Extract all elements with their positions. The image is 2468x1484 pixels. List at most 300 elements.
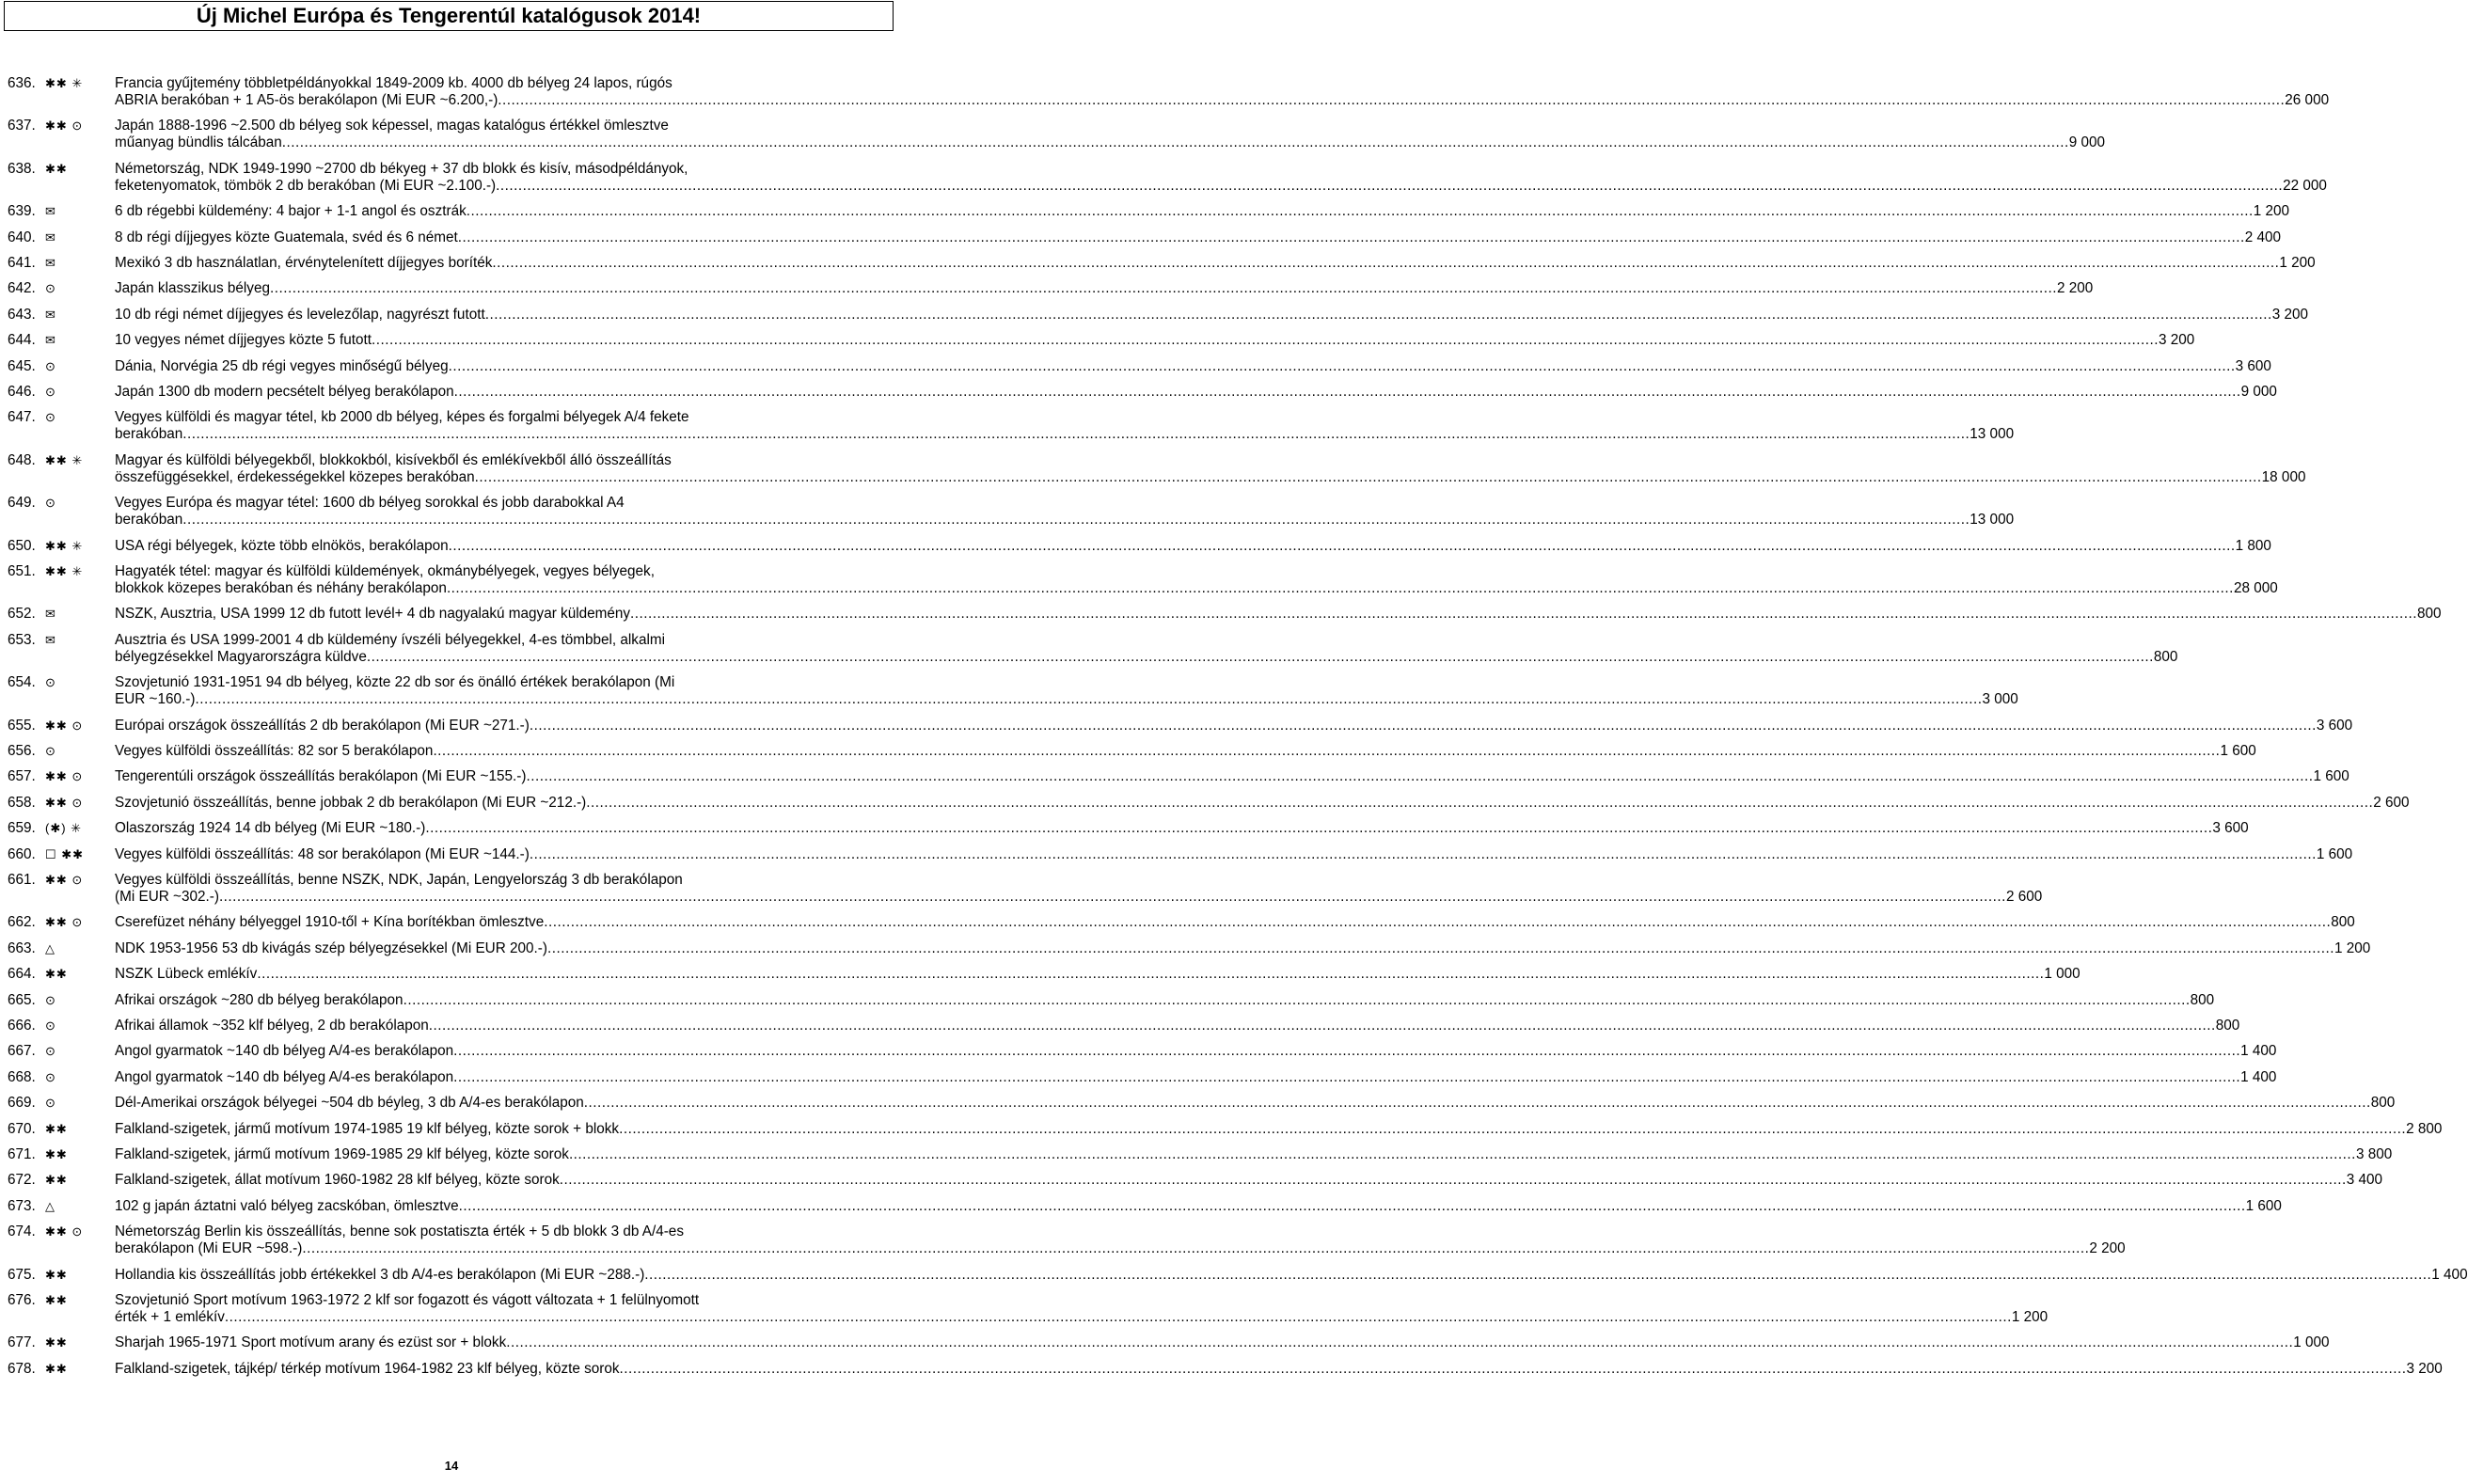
description-line — [115, 426, 2015, 443]
dot-leader: ................................................................................................................................................................................................................................................................................................................................................................................................................ — [529, 845, 2317, 862]
description-text: 10 db régi német díjjegyes és levelezőlap, nagyrészt futott — [115, 306, 485, 323]
description-line — [115, 255, 2316, 272]
entry-description — [115, 845, 2353, 863]
entry-price: 1 400 — [2240, 1068, 2277, 1085]
entry-price: 3 200 — [2271, 306, 2308, 323]
condition-symbols-icon: ✉ — [45, 607, 56, 622]
condition-symbols-icon: ⊙ — [45, 496, 56, 511]
description-text: NSZK Lübeck emlékív — [115, 966, 258, 983]
entry-description — [115, 872, 2043, 906]
description-line — [115, 537, 2271, 555]
condition-symbols-icon: ✉ — [45, 307, 56, 322]
dot-leader: ................................................................................................................................................................................................................................................................................................................................................................................................................ — [526, 768, 2314, 785]
description-text: NSZK, Ausztria, USA 1999 12 db futott levél+ 4 db nagyalakú magyar küldemény — [115, 606, 631, 623]
description-text: 6 db régebbi küldemény: 4 bajor + 1-1 angol és osztrák — [115, 203, 467, 220]
description-line — [115, 889, 2043, 906]
entry-price: 800 — [2417, 606, 2442, 623]
description-text: Vegyes külföldi összeállítás, benne NSZK, NDK, Japán, Lengyelország 3 db berakólapon — [115, 872, 683, 888]
entry-price: 9 000 — [2240, 384, 2277, 400]
description-text: berakóban — [115, 512, 183, 529]
entry-description — [115, 768, 2349, 785]
description-line — [115, 691, 2018, 708]
dot-leader: ................................................................................................................................................................................................................................................................................................................................................................................................................ — [496, 177, 2284, 194]
description-line — [115, 306, 2308, 324]
condition-symbols-icon: ⊙ — [45, 675, 56, 690]
entry-price: 3 600 — [2235, 357, 2271, 374]
entry-description — [115, 495, 2015, 529]
description-text: bélyegzésekkel Magyarországra küldve — [115, 648, 367, 665]
entry-number: 669. — [8, 1095, 36, 1112]
entry-description — [115, 280, 2094, 297]
description-line — [115, 1068, 2277, 1086]
entry-description — [115, 674, 2018, 708]
dot-leader: ................................................................................................................................................................................................................................................................................................................................................................................................................ — [529, 717, 2317, 734]
description-line — [115, 914, 2355, 931]
dot-leader: ................................................................................................................................................................................................................................................................................................................................................................................................................ — [453, 1068, 2241, 1085]
condition-symbols-icon: (✱) ✳ — [45, 821, 83, 836]
description-text: Japán 1888-1996 ~2.500 db bélyeg sok képessel, magas katalógus értékkel ömlesztve — [115, 118, 669, 134]
entry-price: 1 200 — [2279, 255, 2316, 271]
description-line — [115, 495, 845, 512]
description-text: Francia gyűjtemény többletpéldányokkal 1849-2009 kb. 4000 db bélyeg 24 lapos, rúgós — [115, 75, 672, 91]
condition-symbols-icon: ✱✱ — [45, 1267, 68, 1282]
entry-number: 676. — [8, 1292, 36, 1308]
entry-description — [115, 255, 2316, 272]
description-line — [115, 820, 2249, 837]
condition-symbols-icon: ✱✱ — [45, 161, 68, 176]
entry-price: 800 — [2370, 1095, 2396, 1112]
description-line — [115, 512, 2015, 529]
entry-number: 657. — [8, 768, 36, 785]
dot-leader: ................................................................................................................................................................................................................................................................................................................................................................................................................ — [559, 1172, 2347, 1189]
description-line — [115, 1172, 2383, 1189]
description-line — [115, 743, 2256, 760]
description-line — [115, 75, 845, 92]
entry-price: 18 000 — [2261, 468, 2306, 485]
description-text: Ausztria és USA 1999-2001 4 db küldemény ívszéli bélyegekkel, 4-es tömbbel, alkalmi — [115, 631, 665, 648]
entry-description — [115, 939, 2371, 957]
entry-number: 655. — [8, 717, 36, 734]
description-line — [115, 991, 2215, 1009]
description-line — [115, 229, 2282, 246]
entry-description — [115, 1197, 2282, 1215]
entry-number: 650. — [8, 537, 36, 554]
entry-price: 3 600 — [2316, 717, 2353, 734]
description-text: ABRIA berakóban + 1 A5-ös berakólapon (Mi EUR ~6.200,-) — [115, 92, 498, 108]
condition-symbols-icon: ✱✱ ✳ — [45, 564, 84, 578]
entry-description — [115, 563, 2278, 597]
description-line — [115, 1197, 2282, 1215]
description-line — [115, 717, 2353, 734]
entry-number: 658. — [8, 794, 36, 811]
dot-leader: ................................................................................................................................................................................................................................................................................................................................................................................................................ — [428, 1018, 2216, 1034]
entry-description — [115, 717, 2353, 734]
condition-symbols-icon: ⊙ — [45, 385, 56, 399]
entry-number: 671. — [8, 1146, 36, 1162]
description-line — [115, 580, 2278, 597]
entry-number: 667. — [8, 1043, 36, 1060]
condition-symbols-icon: ✱✱ ⊙ — [45, 118, 84, 134]
description-line — [115, 332, 2195, 349]
description-text: Németország, NDK 1949-1990 ~2700 db békyeg + 37 db blokk és kisív, másodpéldányok, — [115, 160, 688, 177]
condition-symbols-icon: ✱✱ — [45, 1293, 68, 1307]
description-line — [115, 768, 2349, 785]
entry-number: 675. — [8, 1266, 36, 1283]
entry-number: 647. — [8, 409, 36, 426]
description-line — [115, 1018, 2240, 1034]
entry-description — [115, 537, 2271, 555]
entry-description — [115, 820, 2249, 837]
dot-leader: ................................................................................................................................................................................................................................................................................................................................................................................................................ — [583, 1095, 2371, 1112]
condition-symbols-icon: ✱✱ ⊙ — [45, 795, 84, 810]
entry-number: 651. — [8, 563, 36, 579]
description-text: (Mi EUR ~302.-) — [115, 889, 219, 905]
dot-leader: ................................................................................................................................................................................................................................................................................................................................................................................................................ — [466, 203, 2254, 220]
page-number: 14 — [444, 1459, 459, 1473]
entry-description — [115, 631, 2178, 666]
description-text: EUR ~160.-) — [115, 691, 196, 708]
dot-leader: ................................................................................................................................................................................................................................................................................................................................................................................................................ — [506, 1334, 2294, 1351]
description-line — [115, 118, 845, 134]
condition-symbols-icon: ✱✱ — [45, 1173, 68, 1188]
entry-number: 648. — [8, 451, 36, 468]
description-text: Magyar és külföldi bélyegekből, blokkokból, kisívekből és emlékívekből álló összeállítás — [115, 451, 672, 468]
entry-description — [115, 384, 2277, 401]
description-text: Angol gyarmatok ~140 db bélyeg A/4-es berakólapon — [115, 1043, 454, 1060]
dot-leader: ................................................................................................................................................................................................................................................................................................................................................................................................................ — [544, 914, 2332, 931]
description-text: műanyag bündlis tálcában — [115, 134, 282, 151]
entry-number: 652. — [8, 606, 36, 623]
description-text: Vegyes Európa és magyar tétel: 1600 db bélyeg sorokkal és jobb darabokkal A4 — [115, 495, 625, 512]
entry-description — [115, 203, 2290, 220]
entry-description — [115, 1068, 2277, 1086]
description-text: Dél-Amerikai országok bélyegei ~504 db béyleg, 3 db A/4-es berakólapon — [115, 1095, 584, 1112]
entry-price: 13 000 — [1970, 426, 2015, 443]
dot-leader: ................................................................................................................................................................................................................................................................................................................................................................................................................ — [586, 794, 2374, 811]
condition-symbols-icon: ✱✱ ⊙ — [45, 718, 84, 733]
dot-leader: ................................................................................................................................................................................................................................................................................................................................................................................................................ — [458, 1197, 2246, 1214]
condition-symbols-icon: ✱✱ ⊙ — [45, 1224, 84, 1239]
condition-symbols-icon: ✱✱ — [45, 967, 68, 982]
entry-description — [115, 75, 2330, 109]
entry-number: 659. — [8, 820, 36, 837]
entry-number: 646. — [8, 384, 36, 400]
entry-number: 637. — [8, 118, 36, 134]
description-line — [115, 468, 2306, 486]
description-text: Vegyes külföldi összeállítás: 82 sor 5 berakólapon — [115, 743, 434, 759]
description-text: Cserefüzet néhány bélyeggel 1910-től + Kína borítékban ömlesztve — [115, 914, 545, 931]
dot-leader: ................................................................................................................................................................................................................................................................................................................................................................................................................ — [547, 939, 2334, 956]
description-text: Hollandia kis összeállítás jobb értékekkel 3 db A/4-es berakólapon (Mi EUR ~288.-) — [115, 1266, 645, 1283]
entry-price: 1 600 — [2245, 1197, 2282, 1214]
description-line — [115, 203, 2290, 220]
entry-price: 3 800 — [2355, 1146, 2393, 1162]
description-line — [115, 357, 2271, 375]
description-line — [115, 177, 2327, 195]
description-line — [115, 1043, 2277, 1060]
entry-number: 678. — [8, 1360, 36, 1377]
dot-leader: ................................................................................................................................................................................................................................................................................................................................................................................................................ — [568, 1146, 2356, 1162]
description-line — [115, 1146, 2393, 1163]
condition-symbols-icon: ✉ — [45, 204, 56, 219]
description-text: Japán 1300 db modern pecsételt bélyeg berakólapon — [115, 384, 454, 400]
description-line — [115, 1360, 2443, 1378]
condition-symbols-icon: ⊙ — [45, 1069, 56, 1084]
dot-leader: ................................................................................................................................................................................................................................................................................................................................................................................................................ — [474, 468, 2262, 485]
entry-number: 666. — [8, 1018, 36, 1034]
description-text: USA régi bélyegek, közte több elnökös, berakólapon — [115, 537, 449, 554]
entry-price: 2 200 — [2056, 280, 2094, 297]
dot-leader: ................................................................................................................................................................................................................................................................................................................................................................................................................ — [403, 991, 2191, 1008]
description-text: összefüggésekkel, érdekességekkel közepes berakóban — [115, 468, 475, 485]
description-line — [115, 280, 2094, 297]
entry-number: 642. — [8, 280, 36, 297]
entry-price: 1 600 — [2220, 743, 2256, 759]
dot-leader: ................................................................................................................................................................................................................................................................................................................................................................................................................ — [425, 820, 2213, 837]
description-text: Japán klasszikus bélyeg — [115, 280, 270, 297]
entry-description — [115, 160, 2327, 195]
condition-symbols-icon: ✉ — [45, 333, 56, 348]
condition-symbols-icon: ✱✱ ⊙ — [45, 873, 84, 887]
description-line — [115, 648, 2178, 666]
entry-number: 636. — [8, 75, 36, 91]
entry-price: 3 400 — [2346, 1172, 2383, 1189]
description-text: Vegyes külföldi összeállítás: 48 sor berakólapon (Mi EUR ~144.-) — [115, 845, 530, 862]
description-text: Falkland-szigetek, jármű motívum 1969-1985 29 klf bélyeg, közte sorok — [115, 1146, 569, 1162]
entry-price: 1 200 — [2253, 203, 2290, 220]
description-text: Falkland-szigetek, jármű motívum 1974-1985 19 klf bélyeg, közte sorok + blokk — [115, 1120, 620, 1137]
condition-symbols-icon: ✉ — [45, 256, 56, 270]
entry-description — [115, 606, 2442, 623]
description-text: Európai országok összeállítás 2 db berakólapon (Mi EUR ~271.-) — [115, 717, 530, 734]
dot-leader: ................................................................................................................................................................................................................................................................................................................................................................................................................ — [366, 648, 2154, 665]
entry-number: 656. — [8, 743, 36, 759]
description-line — [115, 674, 845, 691]
entry-price: 1 800 — [2235, 537, 2271, 554]
dot-leader: ................................................................................................................................................................................................................................................................................................................................................................................................................ — [257, 966, 2045, 983]
entry-price: 13 000 — [1970, 512, 2015, 529]
description-text: Németország Berlin kis összeállítás, benne sok postatiszta érték + 5 db blokk 3 db A/4-es — [115, 1224, 684, 1240]
description-text: Vegyes külföldi és magyar tétel, kb 2000 db bélyeg, képes és forgalmi bélyegek A/4 fekete — [115, 409, 689, 426]
description-text: Szovjetunió Sport motívum 1963-1972 2 klf sor fogazott és vágott változata + 1 felülnyomott — [115, 1292, 700, 1308]
entry-number: 664. — [8, 966, 36, 983]
entry-number: 643. — [8, 306, 36, 323]
entry-description — [115, 914, 2355, 931]
condition-symbols-icon: ✱✱ — [45, 1147, 68, 1161]
entry-description — [115, 1334, 2330, 1351]
entry-number: 639. — [8, 203, 36, 220]
description-line — [115, 632, 845, 649]
entry-price: 26 000 — [2285, 92, 2330, 108]
entry-description — [115, 357, 2271, 375]
entry-number: 645. — [8, 357, 36, 374]
dot-leader: ................................................................................................................................................................................................................................................................................................................................................................................................................ — [195, 691, 1983, 708]
entry-number: 641. — [8, 255, 36, 271]
condition-symbols-icon: ⊙ — [45, 1044, 56, 1059]
entry-description — [115, 229, 2282, 246]
entry-description — [115, 743, 2256, 760]
description-text: blokkok közepes berakóban és néhány berakólapon — [115, 580, 447, 596]
dot-leader: ................................................................................................................................................................................................................................................................................................................................................................................................................ — [457, 229, 2245, 245]
dot-leader: ................................................................................................................................................................................................................................................................................................................................................................................................................ — [644, 1266, 2432, 1283]
entry-price: 1 000 — [2293, 1334, 2330, 1351]
description-text: feketenyomatok, tömbök 2 db berakóban (Mi EUR ~2.100.-) — [115, 177, 497, 194]
condition-symbols-icon: ✱✱ ✳ — [45, 76, 84, 90]
entry-price: 1 400 — [2240, 1043, 2277, 1060]
condition-symbols-icon: ✉ — [45, 632, 56, 647]
description-text: Falkland-szigetek, tájkép/ térkép motívum 1964-1982 23 klf bélyeg, közte sorok — [115, 1360, 620, 1377]
dot-leader: ................................................................................................................................................................................................................................................................................................................................................................................................................ — [448, 357, 2236, 374]
description-line — [115, 1334, 2330, 1351]
dot-leader: ................................................................................................................................................................................................................................................................................................................................................................................................................ — [484, 306, 2272, 323]
entry-description — [115, 1360, 2443, 1378]
description-line — [115, 1240, 2126, 1257]
entry-price: 1 400 — [2431, 1266, 2468, 1283]
description-line — [115, 872, 845, 889]
entry-description — [115, 1292, 2049, 1326]
entry-description — [115, 332, 2195, 349]
condition-symbols-icon: ✱✱ ⊙ — [45, 769, 84, 784]
entry-number: 653. — [8, 631, 36, 648]
dot-leader: ................................................................................................................................................................................................................................................................................................................................................................................................................ — [433, 743, 2221, 759]
description-text: Hagyaték tétel: magyar és külföldi küldemények, okmánybélyegek, vegyes bélyegek, — [115, 563, 655, 579]
dot-leader: ................................................................................................................................................................................................................................................................................................................................................................................................................ — [281, 134, 2069, 151]
dot-leader: ................................................................................................................................................................................................................................................................................................................................................................................................................ — [619, 1360, 2407, 1377]
entry-description — [115, 1146, 2393, 1163]
entry-number: 673. — [8, 1197, 36, 1214]
description-line — [115, 966, 2080, 983]
condition-symbols-icon: ⊙ — [45, 410, 56, 425]
description-line — [115, 452, 845, 469]
entry-description — [115, 118, 2106, 151]
description-line — [115, 409, 845, 426]
description-text: Szovjetunió összeállítás, benne jobbak 2 db berakólapon (Mi EUR ~212.-) — [115, 794, 587, 811]
description-line — [115, 606, 2442, 623]
entry-price: 2 600 — [2373, 794, 2410, 811]
entry-number: 663. — [8, 939, 36, 956]
dot-leader: ................................................................................................................................................................................................................................................................................................................................................................................................................ — [302, 1240, 2090, 1257]
dot-leader: ................................................................................................................................................................................................................................................................................................................................................................................................................ — [448, 537, 2236, 554]
description-text: NDK 1953-1956 53 db kivágás szép bélyegzésekkel (Mi EUR 200.-) — [115, 939, 547, 956]
entry-description — [115, 1224, 2126, 1257]
entry-price: 3 200 — [2406, 1360, 2443, 1377]
description-line — [115, 92, 2330, 109]
condition-symbols-icon: ⊙ — [45, 1096, 56, 1111]
entry-description — [115, 966, 2080, 983]
description-line — [115, 1292, 845, 1309]
entry-description — [115, 1043, 2277, 1060]
condition-symbols-icon: △ — [45, 940, 55, 955]
condition-symbols-icon: ✱✱ — [45, 1361, 68, 1376]
description-line — [115, 384, 2277, 401]
description-text: Falkland-szigetek, állat motívum 1960-1982 28 klf bélyeg, közte sorok — [115, 1172, 560, 1189]
condition-symbols-icon: ⊙ — [45, 281, 56, 296]
dot-leader: ................................................................................................................................................................................................................................................................................................................................................................................................................ — [619, 1120, 2407, 1137]
entry-number: 644. — [8, 332, 36, 349]
description-text: Angol gyarmatok ~140 db bélyeg A/4-es berakólapon — [115, 1068, 454, 1085]
entry-price: 2 400 — [2244, 229, 2282, 245]
entry-number: 661. — [8, 872, 36, 888]
description-text: Olaszország 1924 14 db bélyeg (Mi EUR ~180.-) — [115, 820, 426, 837]
entry-number: 672. — [8, 1172, 36, 1189]
condition-symbols-icon: ✱✱ ✳ — [45, 452, 84, 467]
dot-leader: ................................................................................................................................................................................................................................................................................................................................................................................................................ — [453, 384, 2241, 400]
condition-symbols-icon: ✉ — [45, 229, 56, 245]
entry-number: 662. — [8, 914, 36, 931]
condition-symbols-icon: ☐ ✱✱ — [45, 846, 85, 861]
description-text: Tengerentúli országok összeállítás berakólapon (Mi EUR ~155.-) — [115, 768, 527, 785]
description-line — [115, 1266, 2468, 1284]
entry-price: 3 000 — [1982, 691, 2018, 708]
dot-leader: ................................................................................................................................................................................................................................................................................................................................................................................................................ — [630, 606, 2418, 623]
dot-leader: ................................................................................................................................................................................................................................................................................................................................................................................................................ — [269, 280, 2057, 297]
entry-price: 28 000 — [2233, 580, 2278, 596]
description-text: 8 db régi díjjegyes közte Guatemala, svéd és 6 német — [115, 229, 458, 245]
condition-symbols-icon: △ — [45, 1198, 55, 1213]
entry-price: 800 — [2331, 914, 2355, 931]
entry-description — [115, 1266, 2468, 1284]
description-line — [115, 563, 845, 580]
entry-price: 800 — [2190, 991, 2215, 1008]
entry-price: 2 200 — [2089, 1240, 2126, 1257]
entry-number: 668. — [8, 1068, 36, 1085]
description-line — [115, 939, 2371, 957]
description-line — [115, 1309, 2049, 1326]
entry-description — [115, 1018, 2240, 1034]
description-text: Mexikó 3 db használatlan, érvénytelenített díjjegyes boríték — [115, 255, 493, 271]
entry-price: 2 600 — [2005, 889, 2043, 905]
description-line — [115, 1120, 2443, 1138]
condition-symbols-icon: ⊙ — [45, 1018, 56, 1033]
description-line — [115, 134, 2106, 151]
condition-symbols-icon: ✱✱ — [45, 1121, 68, 1136]
entry-price: 1 200 — [2334, 939, 2371, 956]
condition-symbols-icon: ⊙ — [45, 358, 56, 373]
entry-number: 665. — [8, 991, 36, 1008]
description-line — [115, 845, 2353, 863]
entry-description — [115, 409, 2015, 443]
entry-description — [115, 794, 2410, 812]
dot-leader: ................................................................................................................................................................................................................................................................................................................................................................................................................ — [224, 1309, 2012, 1325]
description-text: Dánia, Norvégia 25 db régi vegyes minőségű bélyeg — [115, 357, 449, 374]
entry-number: 660. — [8, 845, 36, 862]
entry-price: 9 000 — [2068, 134, 2106, 151]
entry-number: 649. — [8, 495, 36, 512]
description-line — [115, 1095, 2396, 1112]
entry-number: 654. — [8, 674, 36, 691]
description-line — [115, 794, 2410, 812]
entry-price: 22 000 — [2283, 177, 2327, 194]
description-line — [115, 161, 845, 178]
description-text: Afrikai országok ~280 db bélyeg berakólapon — [115, 991, 403, 1008]
dot-leader: ................................................................................................................................................................................................................................................................................................................................................................................................................ — [498, 92, 2286, 108]
entry-price: 800 — [2153, 648, 2178, 665]
entry-description — [115, 451, 2306, 486]
dot-leader: ................................................................................................................................................................................................................................................................................................................................................................................................................ — [218, 889, 2006, 905]
description-text: Szovjetunió 1931-1951 94 db bélyeg, közte 22 db sor és önálló értékek berakólapon (Mi — [115, 674, 675, 691]
description-text: 10 vegyes német díjjegyes közte 5 futott — [115, 332, 372, 349]
dot-leader: ................................................................................................................................................................................................................................................................................................................................................................................................................ — [182, 426, 1970, 443]
description-text: 102 g japán áztatni való bélyeg zacskóban, ömlesztve — [115, 1197, 459, 1214]
condition-symbols-icon: ⊙ — [45, 992, 56, 1007]
entry-description — [115, 991, 2215, 1009]
dot-leader: ................................................................................................................................................................................................................................................................................................................................................................................................................ — [446, 580, 2234, 596]
entry-price: 3 200 — [2158, 332, 2195, 349]
entry-description — [115, 1120, 2443, 1138]
entry-price: 1 600 — [2313, 768, 2349, 785]
entry-number: 674. — [8, 1224, 36, 1240]
entry-price: 800 — [2215, 1018, 2240, 1034]
